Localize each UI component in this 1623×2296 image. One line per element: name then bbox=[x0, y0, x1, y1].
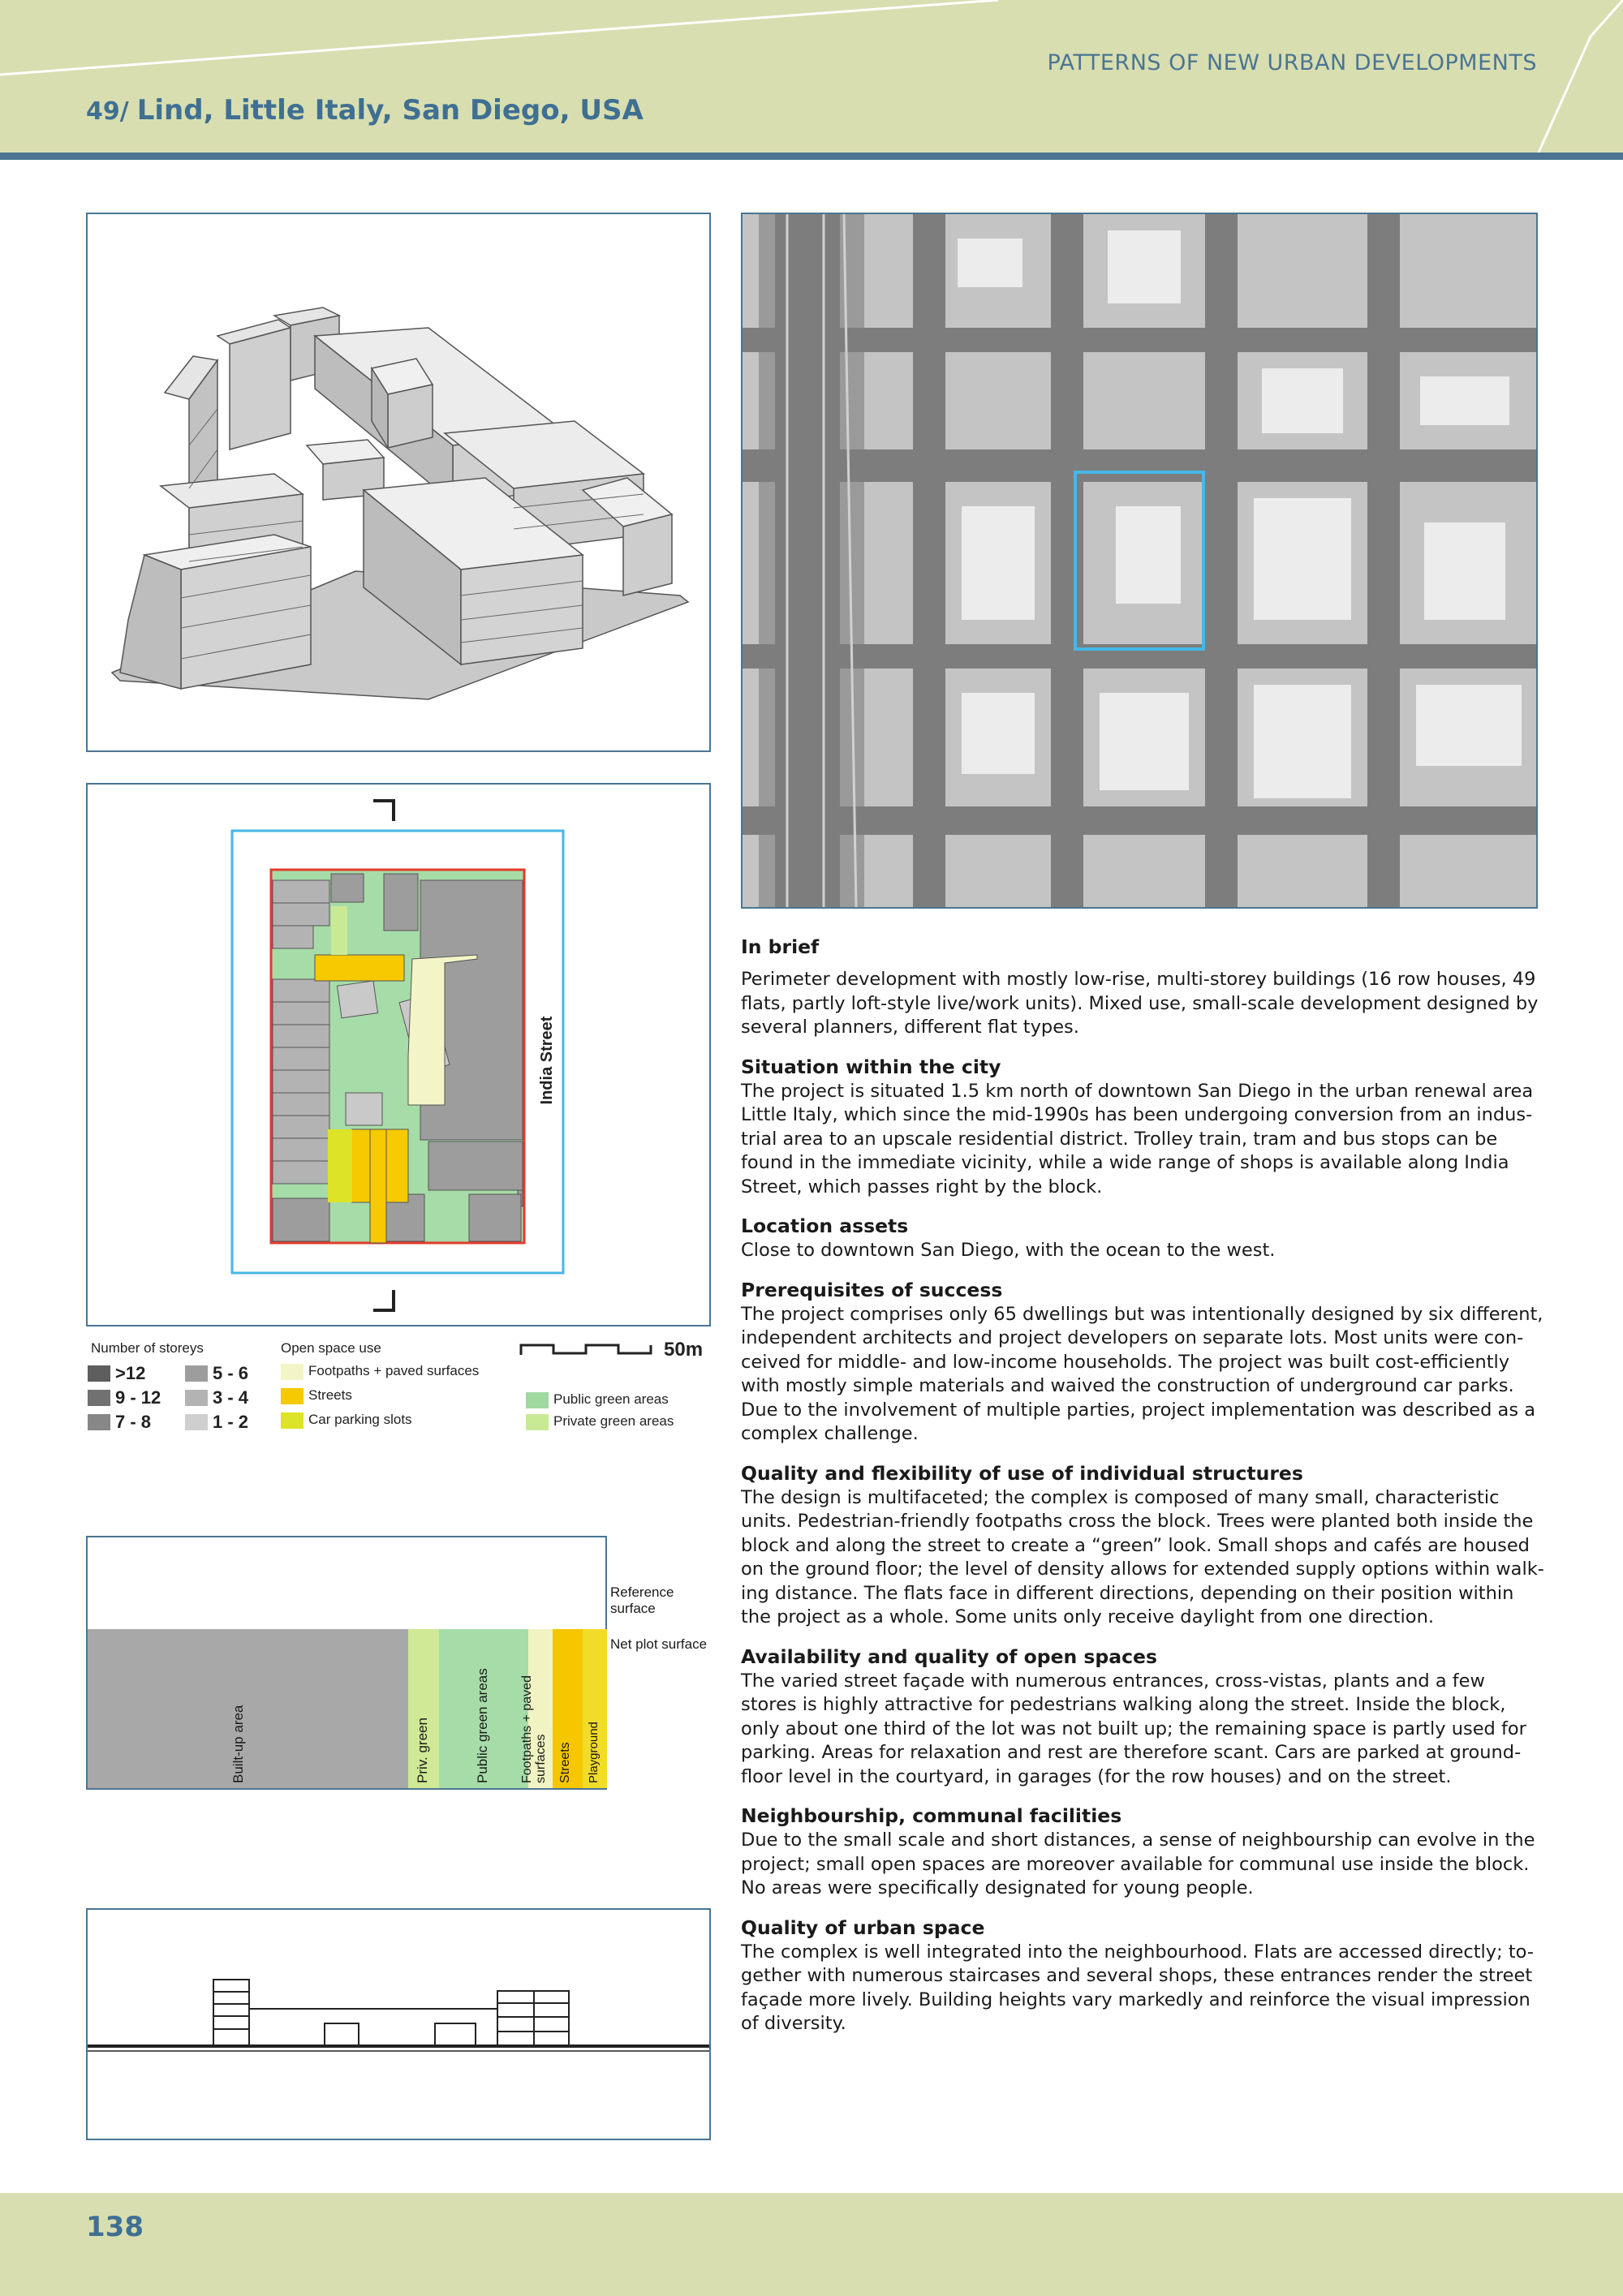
open-space-legend-title: Open space use bbox=[281, 1340, 381, 1356]
street-label: India Street bbox=[538, 1016, 556, 1105]
section-quality-flexibility bbox=[741, 1461, 1544, 1630]
section-elevation-drawing bbox=[88, 1910, 709, 2139]
storeys-legend-item: 9 - 12 bbox=[88, 1387, 161, 1408]
aerial-photo bbox=[741, 213, 1538, 909]
scale-label: 50m bbox=[664, 1339, 704, 1361]
open-space-swatch bbox=[281, 1364, 304, 1380]
area-chart-bars bbox=[88, 1629, 607, 1788]
area-segment: Public green areas bbox=[439, 1629, 528, 1788]
site-plan-drawing bbox=[88, 785, 709, 1325]
net-plot-surface-label: Net plot surface bbox=[610, 1636, 708, 1652]
open-space-swatch bbox=[281, 1412, 304, 1429]
section-body: Perimeter development with mostly low-rise, multi-storey buildings (16 row houses, 49 flats, partly loft-style live/work units). Mixed use, small-scale development designed by several planners, different flat types. bbox=[741, 969, 1539, 1038]
storeys-swatch bbox=[185, 1414, 208, 1430]
aerial-photo-image bbox=[743, 214, 1536, 907]
open-space-legend-item: Private green areas bbox=[526, 1413, 674, 1430]
header-decoration bbox=[0, 0, 1623, 154]
section-body: The varied street façade with numerous entrances, cross-vistas, plants and a few stores is highly attractive for pedestrians walking along the street. Inside the block, only about one third of the lot was not built up; the remaining space is partly used for parking. Areas for relaxation and rest are therefore scant. Cars are parked at ground-floor level in the courtyard, in garages (for the row houses) and on the street. bbox=[741, 1670, 1526, 1787]
section-body: The project comprises only 65 dwellings but was intentionally designed by six different, independent architects and project developers on separate lots. Most units were con-ceived for middle- and low-income households. The project was built cost-efficiently with mostly simple materials and waived the construction of underground car parks. Due to the involvement of multiple parties, project implementation was described as a complex challenge. bbox=[741, 1303, 1543, 1444]
section-body: Close to downtown San Diego, with the ocean to the west. bbox=[741, 1240, 1276, 1261]
project-title: Lind, Little Italy, San Diego, USA bbox=[136, 94, 644, 127]
site-plan-figure bbox=[86, 783, 711, 1326]
section-heading: Prerequisites of success bbox=[741, 1278, 1003, 1301]
section-heading: Situation within the city bbox=[741, 1055, 1001, 1078]
header-rule bbox=[0, 153, 1623, 160]
section-body: The project is situated 1.5 km north of downtown San Diego in the urban renewal area Little Italy, which since the mid-1990s has been undergoing conversion from an indus-trial area to an upscale residential district. Trolley train, tram and bus stops can be found in the immediate vicinity, while a wide range of shops is available along India Street, which passes right by the block. bbox=[741, 1080, 1534, 1197]
text-column bbox=[741, 935, 1544, 2051]
open-space-legend-item: Public green areas bbox=[526, 1391, 669, 1408]
series-title: PATTERNS OF NEW URBAN DEVELOPMENTS bbox=[1047, 50, 1537, 75]
section-heading: In brief bbox=[741, 935, 820, 958]
storeys-legend-item: 7 - 8 bbox=[88, 1412, 151, 1433]
section-neighbourship bbox=[741, 1804, 1544, 1901]
project-number: 49/ bbox=[86, 97, 129, 126]
section-heading: Location assets bbox=[741, 1215, 909, 1237]
open-space-swatch bbox=[526, 1392, 549, 1408]
storeys-legend-item: >12 bbox=[88, 1363, 145, 1384]
section-heading: Availability and quality of open spaces bbox=[741, 1645, 1157, 1668]
open-space-swatch bbox=[526, 1414, 549, 1430]
scale-bar bbox=[519, 1339, 657, 1363]
section-prerequisites bbox=[741, 1278, 1544, 1447]
area-segment: Playground bbox=[583, 1629, 607, 1788]
section-elevation-figure bbox=[86, 1908, 711, 2140]
storeys-legend-item: 1 - 2 bbox=[185, 1412, 248, 1433]
storeys-legend-item: 3 - 4 bbox=[185, 1387, 248, 1408]
section-location-assets bbox=[741, 1214, 1544, 1263]
section-situation bbox=[741, 1055, 1544, 1200]
section-heading: Quality and flexibility of use of individual structures bbox=[741, 1461, 1303, 1485]
section-urban-space bbox=[741, 1915, 1544, 2036]
open-space-legend-item: Car parking slots bbox=[281, 1412, 412, 1429]
area-segment: Footpaths + paved surfaces bbox=[528, 1629, 553, 1788]
massing-model-drawing bbox=[88, 214, 709, 750]
section-body: The complex is well integrated into the neighbourhood. Flats are accessed directly; to-gether with numerous staircases and several shops, these entrances render the street façade more lively. Building heights vary markedly and reinforce the visual impression of diversity. bbox=[741, 1941, 1534, 2034]
storeys-legend-item: 5 - 6 bbox=[185, 1363, 248, 1384]
storeys-swatch bbox=[88, 1414, 110, 1430]
section-heading: Quality of urban space bbox=[741, 1915, 985, 1939]
storeys-swatch bbox=[88, 1365, 110, 1382]
section-in-brief bbox=[741, 935, 1544, 1040]
massing-model-figure bbox=[86, 213, 711, 752]
area-segment: Built-up area bbox=[88, 1629, 408, 1788]
storeys-swatch bbox=[185, 1390, 208, 1406]
storeys-swatch bbox=[185, 1365, 208, 1382]
section-heading: Neighbourship, communal facilities bbox=[741, 1804, 1122, 1827]
storeys-legend-title: Number of storeys bbox=[91, 1340, 204, 1356]
open-space-swatch bbox=[281, 1388, 304, 1404]
footer-band bbox=[0, 2193, 1623, 2296]
area-segment: Streets bbox=[553, 1629, 583, 1788]
section-body: Due to the small scale and short distances, a sense of neighbourship can evolve in the project; small open spaces are moreover available for communal use inside the block. No areas were specifically designated for young people. bbox=[741, 1829, 1535, 1898]
area-segment: Priv. green bbox=[408, 1629, 439, 1788]
reference-surface-label: Reference surface bbox=[610, 1584, 674, 1616]
open-space-legend-item: Streets bbox=[281, 1387, 352, 1404]
page-number: 138 bbox=[86, 2211, 144, 2243]
page-title bbox=[86, 94, 644, 127]
storeys-swatch bbox=[88, 1390, 110, 1406]
site-plan-legend bbox=[88, 1339, 712, 1440]
section-body: The design is multifaceted; the complex is composed of many small, characteristic units. Pedestrian-friendly footpaths cross the block. Trees were planted both inside the block and along the street to create a “green” look. Small shops and cafés are housed on the ground floor; the level of density allows for extended supply options within walk-ing distance. The flats face in different directions, depending on their position within the project as a whole. Some units only receive daylight from one direction. bbox=[741, 1486, 1544, 1627]
section-open-spaces bbox=[741, 1645, 1544, 1790]
area-distribution-figure bbox=[86, 1536, 727, 1791]
open-space-legend-item: Footpaths + paved surfaces bbox=[281, 1363, 479, 1380]
